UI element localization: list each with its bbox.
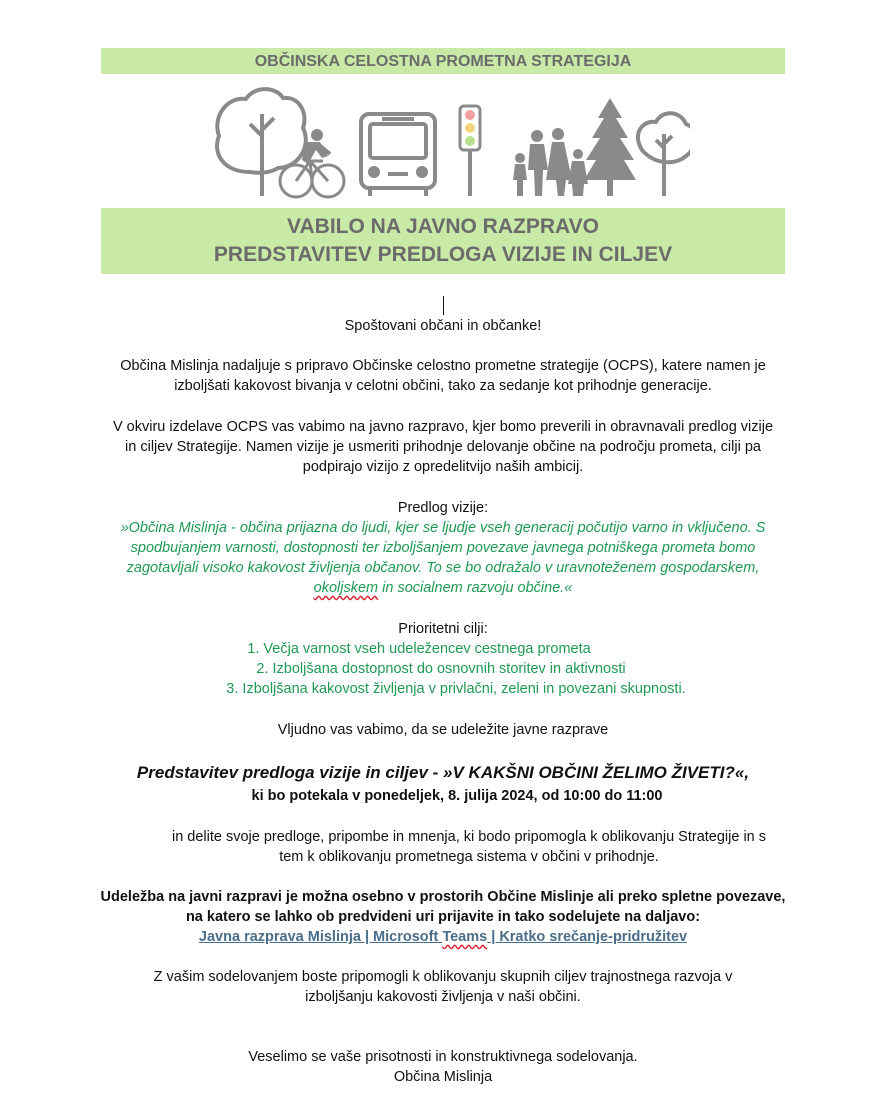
goal-item: 1. Večja varnost vseh udeležencev cestnega prometa [247, 641, 591, 657]
text-cursor [443, 296, 444, 315]
invite-text: Vljudno vas vabimo, da se udeležite javne razprave [277, 722, 609, 738]
meeting-link-text-end[interactable]: | Kratko srečanje-pridružitev [487, 929, 688, 945]
invitation-subtitle: PREDSTAVITEV PREDLOGA VIZIJE IN CILJEV [213, 243, 673, 266]
invitation-banner [101, 208, 785, 274]
goal-item: 3. Izboljšana kakovost življenja v privlačni, zeleni in povezani skupnosti. [226, 681, 686, 697]
meeting-link[interactable] [92, 927, 794, 947]
transport-icons-strip [210, 84, 690, 202]
closing-line: Z vašim sodelovanjem boste pripomogli k oblikovanju skupnih ciljev trajnostnega razvoja v [153, 969, 733, 985]
vision-line: zagotavljali visoko kakovost življenja občanov. To se bo odražalo v uravnoteženem gospodarskem, [126, 560, 760, 576]
vision-label: Predlog vizije: [397, 500, 489, 516]
traffic-light-icon [460, 106, 480, 196]
purpose-line: V okviru izdelave OCPS vas vabimo na javno razpravo, kjer bomo preverili in obravnavali predlog vizije [112, 419, 774, 435]
signoff [100, 1047, 786, 1087]
meeting-link-text[interactable]: Javna razprava Mislinja | Microsoft [198, 929, 443, 945]
intro-line: izboljšati kakovost bivanja v celotni občini, tako za sedanje kot prihodnje generacije. [174, 378, 712, 394]
purpose-line: in ciljev Strategije. Namen vizije je usmeriti prihodnje delovanje občine na področju prometa, cilji pa [125, 439, 761, 455]
vision-statement [92, 518, 794, 598]
goals-label: Prioritetni cilji: [398, 621, 488, 637]
purpose-line: podpirajo vizijo z opredelitvijo naših ambicij. [302, 459, 584, 475]
bus-icon [361, 114, 435, 196]
intro-line: Občina Mislinja nadaljuje s pripravo Občinske celostno prometne strategije (OCPS), katere namen je [120, 358, 766, 374]
spellcheck-word[interactable]: okoljskem [313, 580, 379, 596]
vision-line: spodbujanjem varnosti, dostopnosti ter izboljšanjem povezave javnega potniškega prometa bomo [130, 540, 756, 556]
attendance-paragraph [92, 887, 794, 947]
vision-line [92, 578, 794, 598]
deciduous-tree-icon [638, 113, 690, 196]
strategy-banner: OBČINSKA CELOSTNA PROMETNA STRATEGIJA [101, 48, 785, 74]
vision-line: »Občina Mislinja - občina prijazna do ljudi, kjer se ljudje vseh generacij počutijo varno in vključeno. S [120, 520, 766, 536]
share-paragraph [126, 827, 812, 867]
vision-line-rest: in socialnem razvoju občine.« [378, 580, 573, 596]
share-line: in delite svoje predloge, pripombe in mnenja, ki bodo pripomogla k oblikovanju Strategije in s [171, 829, 767, 845]
closing-paragraph [100, 967, 786, 1007]
signoff-line: Veselimo se vaše prisotnosti in konstruktivnega sodelovanja. [248, 1049, 638, 1065]
invitation-title: VABILO NA JAVNO RAZPRAVO [287, 215, 599, 238]
goal-item: 2. Izboljšana dostopnost do osnovnih storitev in aktivnosti [256, 661, 626, 677]
purpose-paragraph [100, 417, 786, 477]
meeting-link-teams[interactable]: Teams [442, 929, 488, 945]
family-icon [513, 128, 588, 196]
cyclist-icon [280, 129, 344, 197]
attendance-line: na katero se lahko ob predvideni uri prijavite in tako sodelujete na daljavo: [185, 909, 701, 925]
intro-paragraph [100, 356, 786, 396]
share-line: tem k oblikovanju prometnega sistema v občini v prihodnje. [279, 849, 659, 865]
greeting: Spoštovani občani in občanke! [344, 318, 542, 334]
event-title: Predstavitev predloga vizije in ciljev - »V KAKŠNI OBČINI ŽELIMO ŽIVETI?«, [136, 763, 750, 782]
signoff-signature: Občina Mislinja [393, 1069, 493, 1085]
closing-line: izboljšanju kakovosti življenja v naši občini. [305, 989, 581, 1005]
event-date: ki bo potekala v ponedeljek, 8. julija 2024, od 10:00 do 11:00 [251, 788, 663, 804]
goals-list [100, 639, 786, 699]
attendance-line: Udeležba na javni razpravi je možna osebno v prostorih Občine Mislinje ali preko spletne povezave, [100, 889, 786, 905]
pine-tree-icon [584, 98, 636, 196]
tree-icon [217, 89, 306, 196]
